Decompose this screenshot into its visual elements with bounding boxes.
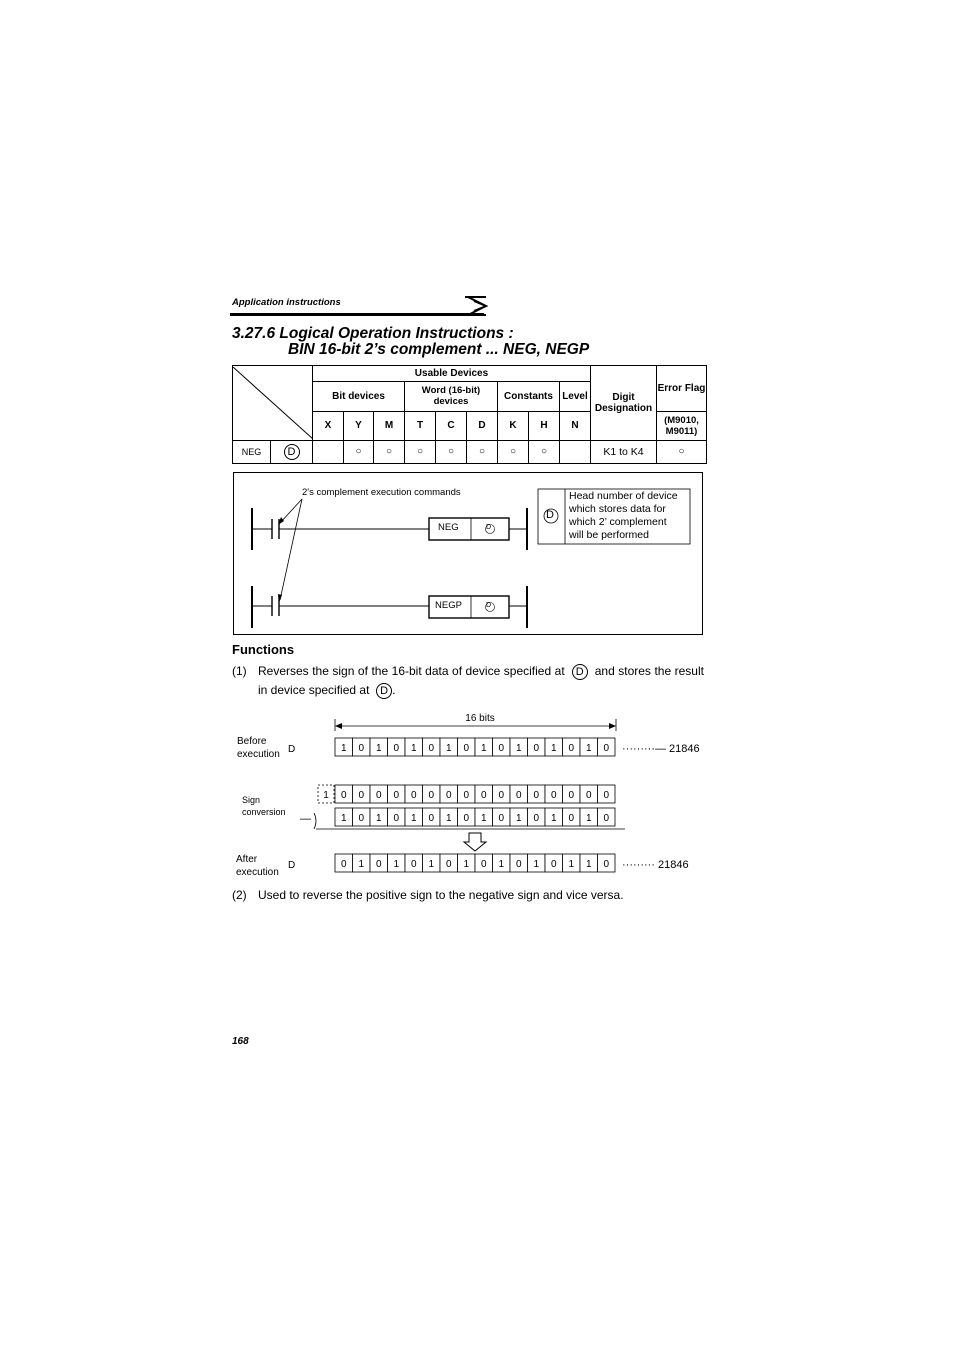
bit-value: 1 — [585, 859, 592, 870]
usable-devices-table — [232, 365, 707, 464]
mark-k: ○ — [498, 440, 529, 464]
col-n: N — [560, 411, 591, 440]
bit-value: 0 — [393, 813, 400, 824]
row-error: ○ — [657, 440, 707, 464]
error-flag-header: Error Flag — [657, 366, 707, 412]
bit-value: 0 — [375, 859, 382, 870]
bit-value: 0 — [603, 790, 610, 801]
bit-value: 0 — [603, 859, 610, 870]
bit-value: 0 — [603, 743, 610, 754]
mitsubishi-logo-icon — [464, 296, 488, 316]
after-label-1: After — [236, 854, 258, 865]
mark-m: ○ — [374, 440, 405, 464]
item-1-part-b: and stores the result in device specified at — [258, 664, 704, 697]
before-operand: D — [288, 744, 296, 755]
legend-line-3: which 2’ complement — [569, 516, 667, 528]
table-corner — [233, 366, 313, 441]
bit-value: 0 — [445, 790, 452, 801]
mark-c: ○ — [436, 440, 467, 464]
bit-value: 1 — [463, 859, 470, 870]
bit-value: 1 — [585, 743, 592, 754]
mark-n — [560, 440, 591, 464]
bit-value: 0 — [445, 859, 452, 870]
col-k: K — [498, 411, 529, 440]
bit-value: 0 — [550, 790, 557, 801]
row-digit: K1 to K4 — [591, 440, 657, 464]
execution-commands-label: 2's complement execution commands — [302, 487, 461, 498]
after-value: ········· 21846 — [622, 859, 689, 871]
bit-value: 0 — [568, 743, 575, 754]
bit-value: 0 — [358, 790, 365, 801]
col-t: T — [405, 411, 436, 440]
before-label-1: Before — [237, 736, 267, 747]
operand-d-symbol: D — [376, 683, 392, 699]
bit-value: 1 — [445, 743, 452, 754]
carry-bit: 1 — [323, 790, 329, 801]
mark-d: ○ — [467, 440, 498, 464]
title-line-1: 3.27.6 Logical Operation Instructions : — [232, 325, 514, 342]
bit-value: 1 — [568, 859, 575, 870]
col-m: M — [374, 411, 405, 440]
legend-line-2: which stores data for — [569, 503, 666, 515]
bit-value: 0 — [480, 859, 487, 870]
section-label: Application instructions — [232, 297, 341, 308]
row-instruction: NEG — [233, 440, 271, 464]
bit-value: 0 — [498, 790, 505, 801]
bits-label: 16 bits — [465, 713, 495, 724]
bit-value: 0 — [515, 790, 522, 801]
after-row — [335, 854, 615, 872]
neg-instruction: NEG — [438, 522, 459, 533]
bit-value: 1 — [498, 859, 505, 870]
bit-value: 0 — [410, 859, 417, 870]
legend-symbol: D — [546, 509, 554, 521]
bit-value: 0 — [585, 790, 592, 801]
header-rule — [230, 313, 484, 316]
after-operand: D — [288, 860, 296, 871]
negp-operand: D — [486, 602, 492, 609]
mark-h: ○ — [529, 440, 560, 464]
bit-value: 1 — [480, 813, 487, 824]
bit-value: 0 — [533, 790, 540, 801]
bit-value: 0 — [358, 813, 365, 824]
operand-d-symbol: D — [572, 664, 588, 680]
col-d: D — [467, 411, 498, 440]
bit-value: 0 — [568, 790, 575, 801]
bit-value: 0 — [375, 790, 382, 801]
bit-value: 1 — [410, 743, 417, 754]
bit-value: 0 — [533, 813, 540, 824]
bit-value: 1 — [393, 859, 400, 870]
section-title — [232, 326, 589, 358]
diagonal-line — [233, 367, 313, 439]
title-line-2: BIN 16-bit 2’s complement ... NEG, NEGP — [288, 341, 590, 358]
bit-value: 0 — [568, 813, 575, 824]
item-2-text: Used to reverse the positive sign to the negative sign and vice versa. — [258, 888, 624, 902]
bit-value: 1 — [445, 813, 452, 824]
negp-instruction: NEGP — [435, 600, 462, 611]
bit-value: 0 — [533, 743, 540, 754]
bit-value: 1 — [428, 859, 435, 870]
sign-label-1: Sign — [242, 795, 261, 805]
bit-value: 1 — [480, 743, 487, 754]
digit-designation-header: Digit Designation — [591, 366, 657, 441]
bit-value: 0 — [393, 790, 400, 801]
legend-line-4: will be performed — [569, 529, 649, 541]
before-value: ·········— 21846 — [622, 743, 700, 755]
bit-value: 0 — [428, 743, 435, 754]
before-row — [335, 738, 615, 756]
bit-value: 0 — [428, 813, 435, 824]
bit-value: 1 — [533, 859, 540, 870]
mark-t: ○ — [405, 440, 436, 464]
mark-x — [313, 440, 344, 464]
function-item-2 — [232, 886, 704, 905]
bit-value: 0 — [463, 813, 470, 824]
error-flag-devices: (M9010, M9011) — [657, 411, 707, 440]
subtrahend-row — [335, 808, 615, 826]
legend-text — [569, 490, 678, 542]
bit-value: 1 — [340, 813, 347, 824]
bit-value: 0 — [603, 813, 610, 824]
bit-value: 0 — [498, 813, 505, 824]
bit-value: 1 — [375, 743, 382, 754]
bit-diagram — [232, 706, 704, 882]
functions-heading: Functions — [232, 642, 295, 657]
bit-value: 1 — [340, 743, 347, 754]
col-h: H — [529, 411, 560, 440]
item-1-end: . — [392, 683, 396, 697]
usable-devices-header: Usable Devices — [313, 366, 591, 382]
bit-devices-header: Bit devices — [313, 381, 405, 411]
bit-value: 1 — [550, 813, 557, 824]
mark-y: ○ — [344, 440, 374, 464]
bit-value: 1 — [515, 813, 522, 824]
item-1-number: (1) — [232, 664, 247, 678]
before-label-2: execution — [237, 749, 280, 760]
legend-line-1: Head number of device — [569, 490, 678, 502]
ladder-diagram — [233, 472, 703, 635]
word-devices-header: Word (16-bit) devices — [405, 381, 498, 411]
sign-label-2: conversion — [242, 807, 286, 817]
bit-value: 0 — [340, 790, 347, 801]
after-label-2: execution — [236, 867, 279, 878]
bit-value: 0 — [358, 743, 365, 754]
bit-value: 1 — [358, 859, 365, 870]
col-x: X — [313, 411, 344, 440]
neg-operand: D — [486, 524, 492, 531]
operand-d-symbol: D — [284, 444, 300, 460]
bit-value: 1 — [585, 813, 592, 824]
minus-sign: — — [300, 813, 311, 825]
bit-value: 1 — [550, 743, 557, 754]
bit-value: 0 — [340, 859, 347, 870]
bit-value: 0 — [463, 790, 470, 801]
bit-value: 0 — [550, 859, 557, 870]
col-y: Y — [344, 411, 374, 440]
bit-value: 0 — [410, 790, 417, 801]
bit-value: 1 — [375, 813, 382, 824]
item-1-text — [232, 662, 704, 700]
bit-value: 1 — [515, 743, 522, 754]
bit-value: 1 — [410, 813, 417, 824]
row-operand — [271, 440, 313, 464]
zero-row — [335, 785, 615, 803]
level-header: Level — [560, 381, 591, 411]
col-c: C — [436, 411, 467, 440]
function-item-1 — [232, 662, 704, 700]
page-number: 168 — [232, 1036, 249, 1047]
item-1-part-a: Reverses the sign of the 16-bit data of device specified at — [258, 664, 565, 678]
bit-value: 0 — [428, 790, 435, 801]
constants-header: Constants — [498, 381, 560, 411]
bit-value: 0 — [463, 743, 470, 754]
item-2-number: (2) — [232, 888, 247, 902]
bit-value: 0 — [515, 859, 522, 870]
bit-value: 0 — [498, 743, 505, 754]
bit-value: 0 — [480, 790, 487, 801]
bit-value: 0 — [393, 743, 400, 754]
